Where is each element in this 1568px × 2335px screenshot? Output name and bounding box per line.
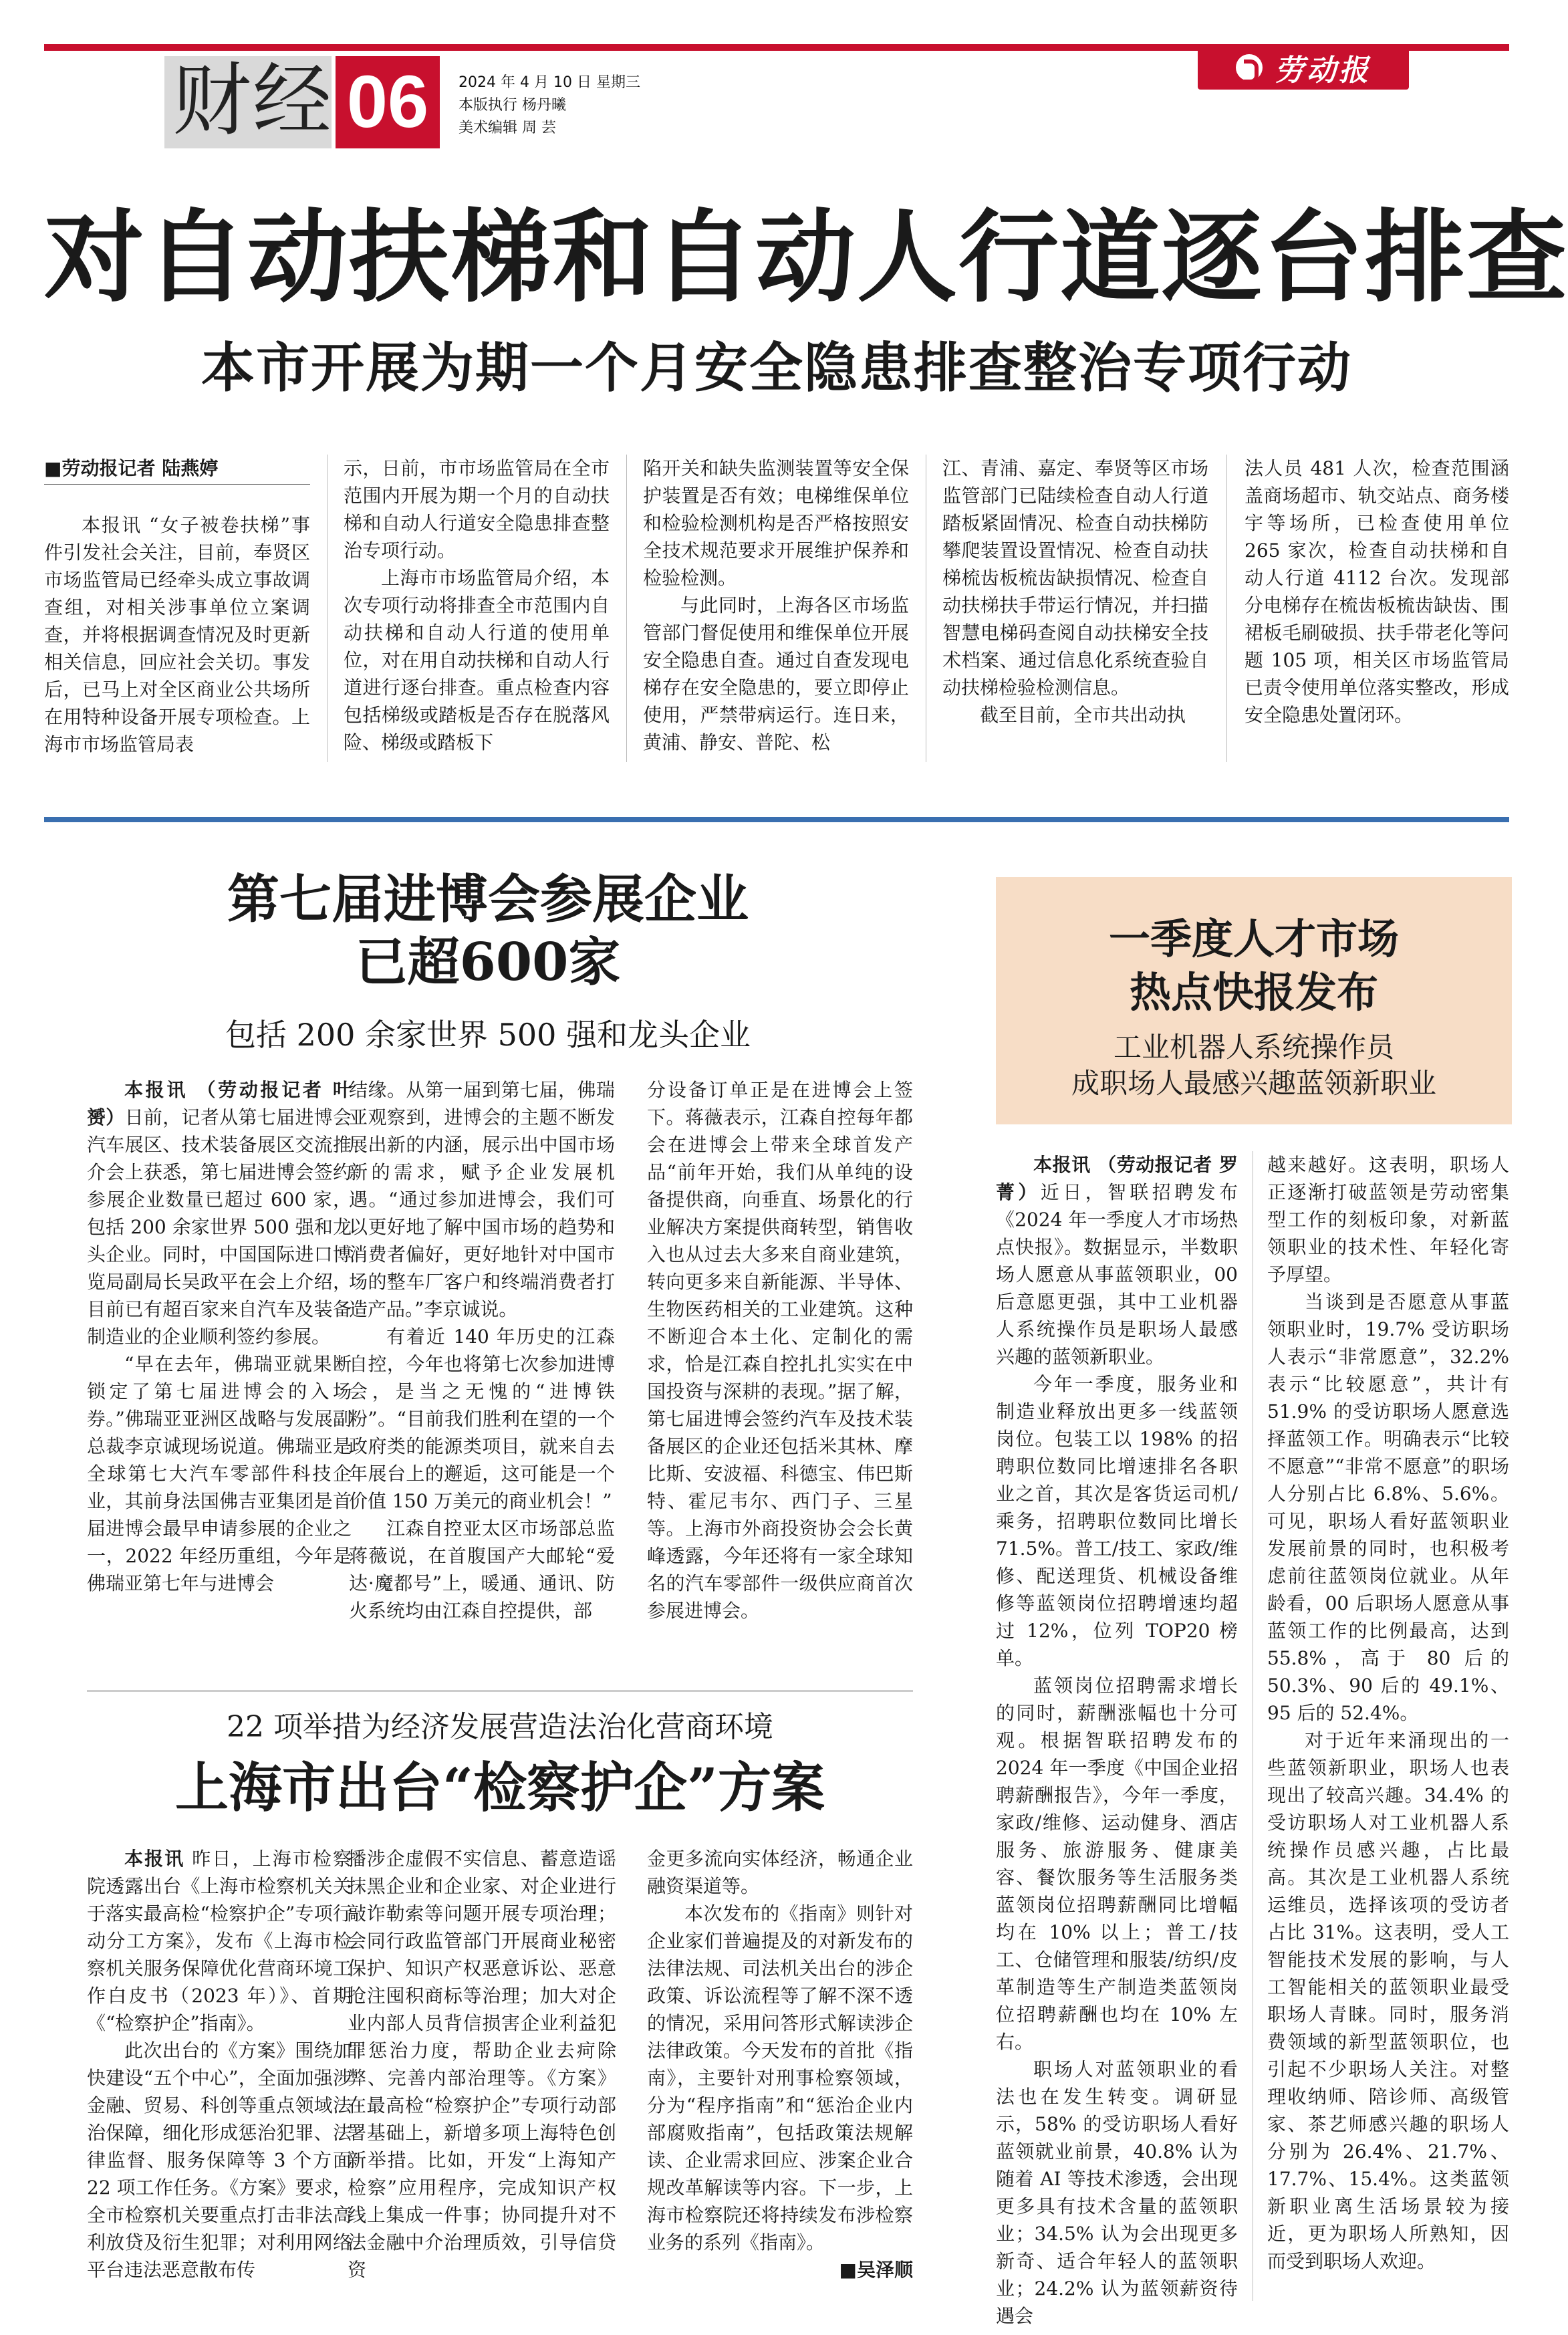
article2-para-2: “早在去年，佛瑞亚就果断锁定了第七届进博会的入场券。”佛瑞亚亚洲区战略与发展副总裁李京诚现场说道。佛瑞亚是全球第七大汽车零部件科技企业，其前身法国佛吉亚集团是首届进博会最早申请参展的企业之一，2022 年经历重组，今年是佛瑞亚第七年与进博会 — [87, 1353, 352, 1594]
article1-para-3: 上海市市场监管局介绍，本次专项行动将排查全市范围内自动扶梯和自动人行道的使用单位，对在用自动扶梯和自动人行道进行逐台排查。重点检查内容包括梯级或踏板是否存在脱落风险、梯级或踏板下 — [344, 567, 610, 753]
logo-mark-icon — [1236, 54, 1263, 81]
article1-column-2 — [344, 455, 610, 769]
byline-rule — [44, 484, 310, 485]
article2-headline-line2: 已超600家 — [355, 932, 621, 993]
article2-subhead: 包括 200 余家世界 500 强和龙头企业 — [225, 1017, 751, 1053]
article3-lead: 本报讯 — [124, 1848, 185, 1870]
article2-column-2 — [349, 1076, 615, 1678]
page-editor: 本版执行 杨丹曦 — [459, 97, 566, 114]
article4-subhead-line1: 工业机器人系统操作员 — [1113, 1031, 1394, 1064]
article2-headline-line1: 第七届进博会参展企业 — [227, 869, 749, 930]
article1-column-4 — [942, 455, 1208, 769]
article1-column-3 — [643, 455, 909, 769]
section-divider-blue — [44, 817, 1509, 822]
article3-kicker: 22 项举措为经济发展营造法治化营商环境 — [227, 1710, 773, 1744]
article1-byline: ■劳动报记者 陆燕婷 — [44, 457, 219, 479]
article3-para-2: 此次出台的《方案》围绕加快建设“五个中心”，全面加强涉金融、贸易、科创等重点领域法治保障，细化形成惩治犯罪、法律监督、服务保障等 3 个方面 22 项工作任务。《方案》要求，全市检察机关要重点打击非法高利放贷及衍生犯罪；对利用网络平台违法恶意散布传 — [87, 2040, 352, 2281]
article3-para-4: 金更多流向实体经济，畅通企业融资渠道等。 — [647, 1848, 913, 1897]
article2-para-3: 结缘。从第一届到第七届，佛瑞亚观察到，进博会的主题不断发展出新的内涵，展示出中国市场新的需求，赋予企业发展机遇。“通过参加进博会，我们可以更好地了解中国市场的趋势和消费者偏好，更好地针对中国市场的整车厂客户和终端消费者打造产品。”李京诚说。 — [349, 1079, 615, 1320]
article2-column-1 — [87, 1076, 352, 1678]
article1-subhead: 本市开展为期一个月安全隐患排查整治专项行动 — [201, 336, 1352, 399]
article4-para-4: 职场人对蓝领职业的看法也在发生转变。调研显示，58% 的受访职场人看好蓝领就业前景，40.8% 认为随着 AI 等技术渗透，会出现更多具有技术含量的蓝领职业；34.5% 认为会出现更多新奇、适合年轻人的蓝领职业；24.2% 认为蓝领薪资待遇会 — [996, 2058, 1238, 2327]
article3-column-1 — [87, 1845, 352, 2313]
article4-headline-line1: 一季度人才市场 — [1108, 914, 1399, 963]
article3-headline: 上海市出台“检察护企”方案 — [174, 1756, 825, 1819]
article2-para-1: 日前，记者从第七届进博会汽车展区、技术装备展区交流推介会上获悉，第七届进博会签约参展企业数量已超过 600 家，包括 200 余家世界 500 强和龙头企业。同时，中国国际进口博览局副局长吴政平在会上介绍，目前已有超百家来自汽车及装备制造业的企业顺利签约参展。 — [87, 1106, 352, 1348]
article1-para-2: 示，日前，市市场监管局在全市范围内开展为期一个月的自动扶梯和自动人行道安全隐患排查整治专项行动。 — [344, 457, 610, 562]
article2-column-3 — [647, 1076, 913, 1678]
article3-column-2 — [348, 1845, 616, 2313]
article3-author: ■吴泽顺 — [839, 2259, 913, 2281]
article4-para-1: 近日，智联招聘发布《2024 年一季度人才市场热点快报》。数据显示，半数职场人愿意从事蓝领职业，00 后意愿更强，其中工业机器人系统操作员是职场人最感兴趣的蓝领新职业。 — [996, 1181, 1238, 1368]
article4-column-2 — [1267, 1151, 1509, 2314]
article3-para-3: 播涉企虚假不实信息、蓄意造谣抹黑企业和企业家、对企业进行敲诈勒索等问题开展专项治理；会同行政监管部门开展商业秘密保护、知识产权恶意诉讼、恶意抢注囤积商标等治理；加大对企业内部人员背信损害企业利益犯罪惩治力度，帮助企业去疴除弊、完善内部治理等。《方案》在最高检“检察护企”专项行动部署基础上，新增多项上海特色创新举措。比如，开发“上海知产检察”应用程序，完成知识产权线上集成一件事；协同提升对不法金融中介治理质效，引导信贷资 — [348, 1848, 616, 2281]
article1-para-8: 法人员 481 人次，检查范围涵盖商场超市、轨交站点、商务楼宇等场所，已检查使用单位 265 家次，检查自动扶梯和自动人行道 4112 台次。发现部分电梯存在梳齿板梳齿缺齿、围裙板毛刷破损、扶手带老化等问题 105 项，相关区市场监管局已责令使用单位落实整改，形成安全隐患处置闭环。 — [1245, 457, 1509, 726]
column-divider — [1226, 455, 1227, 762]
article4-column-1 — [996, 1151, 1238, 2327]
art-editor: 美术编辑 周 芸 — [459, 120, 556, 136]
article1-column-5 — [1245, 455, 1509, 769]
article1-para-4: 陷开关和缺失监测装置等安全保护装置是否有效；电梯维保单位和检验检测机构是否严格按照安全技术规范要求开展维护保养和检验检测。 — [643, 457, 909, 589]
article4-para-2: 今年一季度，服务业和制造业释放出更多一线蓝领岗位。包装工以 198% 的招聘职位数同比增速排名各职业之首，其次是客货运司机/乘务，招聘职位数同比增长 71.5%。普工/技工、家政/维修、配送理货、机械设备维修等蓝领岗位招聘增速均超过 12%，位列 TOP20 榜单。 — [996, 1373, 1238, 1669]
article2-para-5: 江森自控亚太区市场部总监蒋薇说，在首腹国产大邮轮“爱达·魔都号”上，暖通、通讯、防火系统均由江森自控提供，部 — [349, 1517, 615, 1622]
article4-subhead-line2: 成职场人最感兴趣蓝领新职业 — [1071, 1067, 1436, 1100]
article1-para-7: 截至目前，全市共出动执 — [980, 704, 1186, 726]
issue-date: 2024 年 4 月 10 日 星期三 — [459, 74, 640, 91]
article4-para-3: 蓝领岗位招聘需求增长的同时，薪酬涨幅也十分可观。根据智联招聘发布的 2024 年一季度《中国企业招聘薪酬报告》，今年一季度，家政/维修、运动健身、酒店服务、旅游服务、健康美容、餐饮服务等生活服务类蓝领岗位招聘薪酬同比增幅均在 10% 以上；普工/技工、仓储管理和服装/纺织/皮革制造等生产制造类蓝领岗位招聘薪酬也均在 10% 左右。 — [996, 1675, 1238, 2053]
page-number: 06 — [346, 61, 429, 143]
article3-column-3 — [647, 1845, 913, 2313]
article4-para-7: 对于近年来涌现出的一些蓝领新职业，职场人也表现出了较高兴趣。34.4% 的受访职场人对工业机器人系统操作员感兴趣，占比最高。其次是工业机器人系统运维员，选择该项的受访者占比 31%。这表明，受人工智能技术发展的影响，与人工智能相关的蓝领职业最受职场人青睐。同时，服务消费领域的新型蓝领职位，也引起不少职场人关注。对整理收纳师、陪诊师、高级管家、茶艺师感兴趣的职场人分别为 26.4%、21.7%、17.7%、15.4%。这类蓝领新职业离生活场景较为接近，更为职场人所熟知，因而受到职场人欢迎。 — [1267, 1729, 1509, 2272]
article1-para-5: 与此同时，上海各区市场监管部门督促使用和维保单位开展安全隐患自查。通过自查发现电梯存在安全隐患的，要立即停止使用，严禁带病运行。连日来，黄浦、静安、普陀、松 — [643, 594, 909, 753]
article1-headline: 对自动扶梯和自动人行道逐台排查 — [44, 199, 1568, 316]
column-divider — [327, 455, 328, 762]
article3-para-5: 本次发布的《指南》则针对企业家们普遍提及的对新发布的法律法规、司法机关出台的涉企政策、诉讼流程等了解不深不透的情况，采用问答形式解读涉企法律政策。今天发布的首批《指南》，主要针对刑事检察领域，分为“程序指南”和“惩治企业内部腐败指南”，包括政策法规解读、企业需求回应、涉案企业合规改革解读等内容。下一步，上海市检察院还将持续发布涉检察业务的系列《指南》。 — [647, 1902, 913, 2253]
logo-text: 劳动报 — [1275, 53, 1371, 88]
article3-para-1: 昨日，上海市检察院透露出台《上海市检察机关关于落实最高检“检察护企”专项行动分工方案》，发布《上海市检察机关服务保障优化营商环境工作白皮书（2023 年）》、首期《“检察护企”指南》。 — [87, 1848, 352, 2034]
article4-headline-line2: 热点快报发布 — [1129, 968, 1378, 1017]
article4-lead: 本报讯 （劳动报记者 罗菁） — [996, 1154, 1238, 1203]
article3-top-rule — [87, 1690, 913, 1692]
article2-para-4: 有着近 140 年历史的江森自控，今年也将第七次参加进博会，是当之无愧的“进博铁粉”。“目前我们胜利在望的一个政府类的能源类项目，就来自去年展台上的邂逅，这可能是一个价值 150 万美元的商业机会！” — [349, 1326, 615, 1512]
article1-para-6: 江、青浦、嘉定、奉贤等区市场监管部门已陆续检查自动人行道踏板紧固情况、检查自动扶梯防攀爬装置设置情况、检查自动扶梯梳齿板梳齿缺损情况、检查自动扶梯扶手带运行情况，并扫描智慧电梯码查阅自动扶梯安全技术档案、通过信息化系统查验自动扶梯检验检测信息。 — [942, 457, 1208, 699]
column-divider — [626, 455, 627, 762]
article1-column-1 — [44, 455, 310, 769]
article2-lead: 本报讯 （劳动报记者 叶赟） — [87, 1079, 352, 1128]
newspaper-logo[interactable] — [1198, 45, 1409, 90]
article1-para-1: 本报讯 “女子被卷扶梯”事件引发社会关注，目前，奉贤区市场监管局已经牵头成立事故调查组，对相关涉事单位立案调查，并将根据调查情况及时更新相关信息，回应社会关切。事发后，已马上对全区商业公共场所在用特种设备开展专项检查。上海市市场监管局表 — [44, 514, 310, 755]
article2-para-6: 分设备订单正是在进博会上签下。蒋薇表示，江森自控每年都会在进博会上带来全球首发产品“前年开始，我们从单纯的设备提供商，向垂直、场景化的行业解决方案提供商转型，销售收入也从过去大多来自商业建筑，转向更多来自新能源、半导体、生物医药相关的工业建筑。这种不断迎合本土化、定制化的需求，恰是江森自控扎扎实实在中国投资与深耕的表现。”据了解，第七届进博会签约汽车及技术装备展区的企业还包括米其林、摩比斯、安波福、科德宝、伟巴斯特、霍尼韦尔、西门子、三星等。上海市外商投资协会会长黄峰透露，今年还将有一家全球知名的汽车零部件一级供应商首次参展进博会。 — [647, 1079, 913, 1622]
section-name: 财经 — [172, 57, 334, 145]
article4-para-6: 当谈到是否愿意从事蓝领职业时，19.7% 受访职场人表示“非常愿意”，32.2% 表示“比较愿意”，共计有 51.9% 的受访职场人愿意选择蓝领工作。明确表示“比较不愿意”“非常不愿意”的职场人分别占比 6.8%、5.6%。可见，职场人看好蓝领职业发展前景的同时，也积极考虑前往蓝领岗位就业。从年龄看，00 后职场人愿意从事蓝领工作的比例最高，达到 55.8%，高于 80 后的 50.3%、90 后的 49.1%、95 后的 52.4%。 — [1267, 1291, 1509, 1724]
article4-para-5: 越来越好。这表明，职场人正逐渐打破蓝领是劳动密集型工作的刻板印象，对新蓝领职业的技术性、年轻化寄予厚望。 — [1267, 1154, 1509, 1285]
